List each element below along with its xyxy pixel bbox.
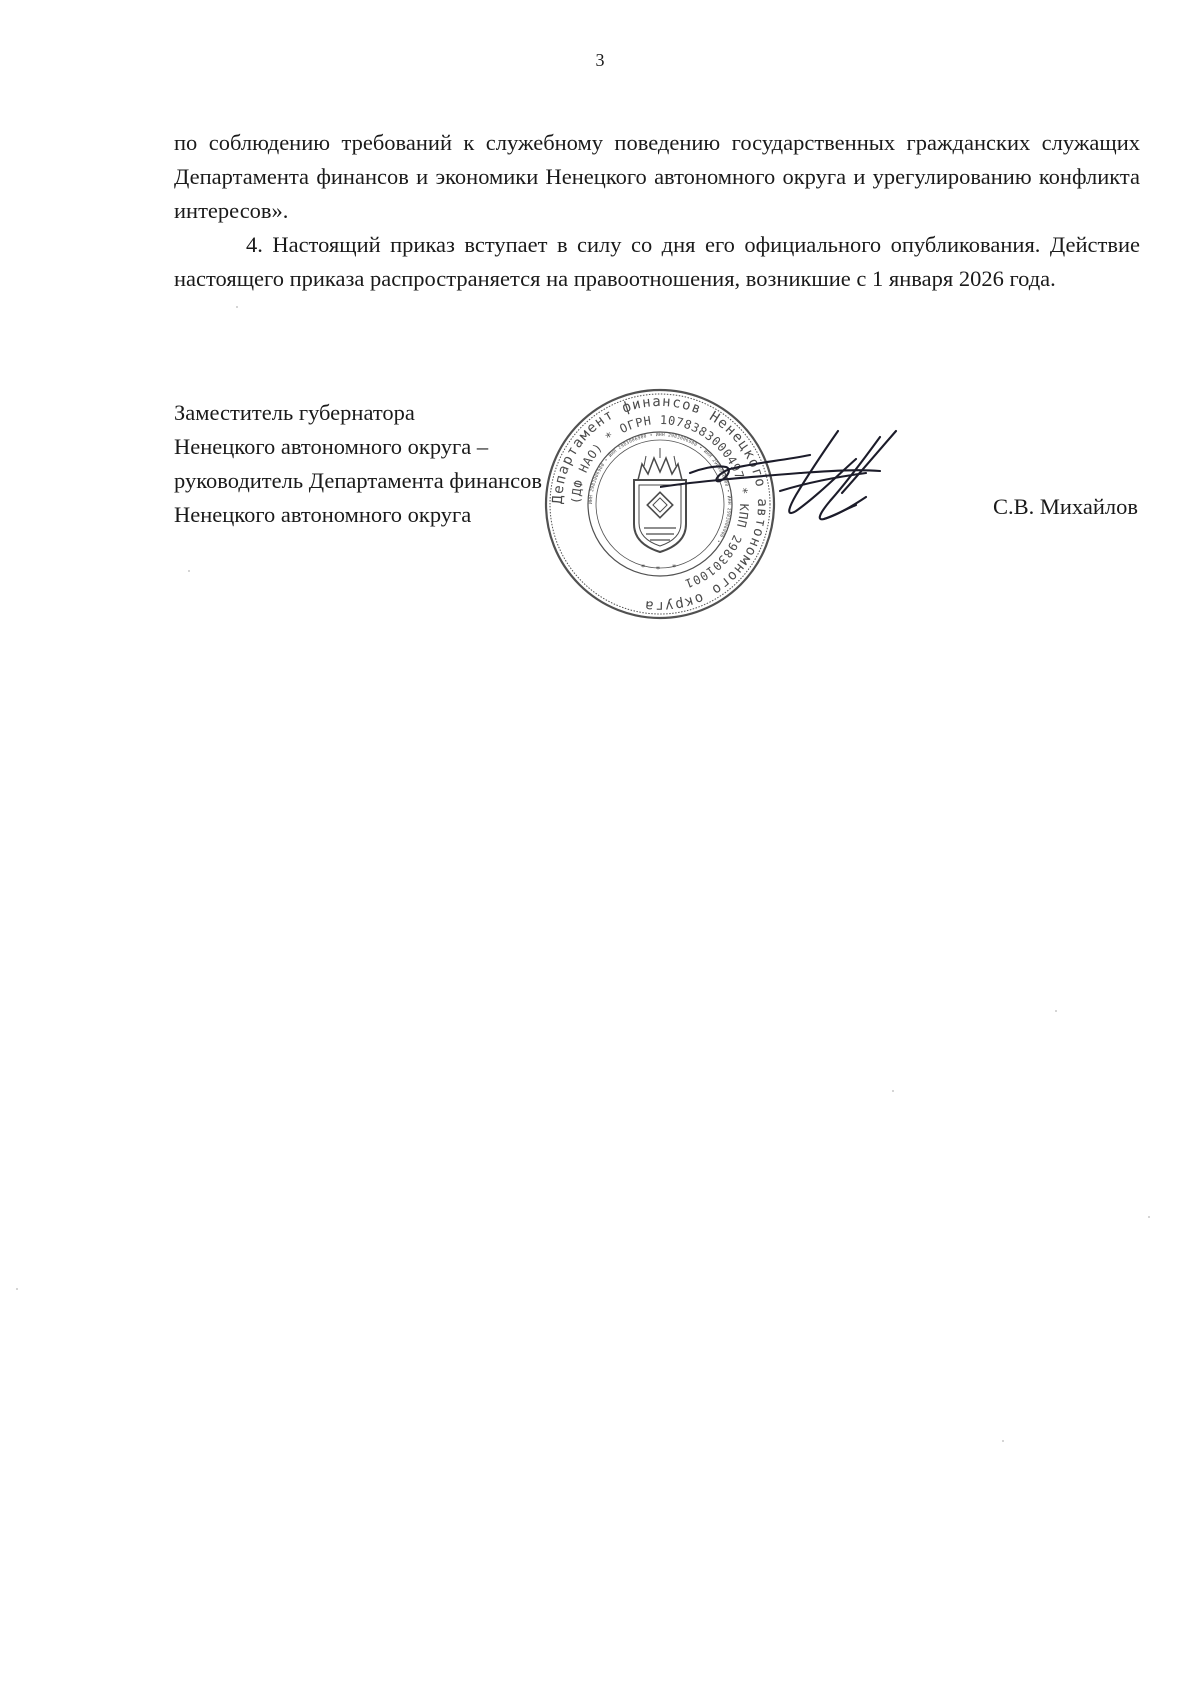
position-line: Заместитель губернатора [174, 400, 415, 425]
paragraph-continuation: по соблюдению требований к служебному поведению государственных гражданских служащих Департамента финансов и экономики Ненецкого автономного округа и урегулированию конфликта интересов». [174, 130, 1140, 223]
position-line: Ненецкого автономного округа [174, 502, 472, 527]
scan-speck [188, 570, 190, 572]
signatory-position [174, 396, 542, 532]
scan-speck [1055, 1010, 1057, 1012]
signatory-name: С.В. Михайлов [992, 494, 1138, 519]
stamp-star-icon: * [672, 563, 676, 572]
stamp-microtext: ИНН 2983006900 • ИНН 2983006900 • ИНН 2983006900 • ИНН 2983006900 • ИНН 2983006900 • [588, 432, 732, 544]
position-line: Ненецкого автономного округа – [174, 434, 489, 459]
document-body [174, 126, 1140, 296]
stamp-inner-text: (ДФ НАО) * ОГРН 1078383000497 * КПП 298301001 [568, 412, 752, 591]
stamp-star-icon: * [656, 565, 660, 574]
scan-speck [1148, 1216, 1150, 1218]
page-number: 3 [595, 50, 605, 70]
stamp-outer-text: Департамент финансов Ненецкого автономного округа [549, 393, 771, 615]
handwritten-signature [660, 425, 960, 555]
scan-speck [892, 1090, 894, 1092]
position-line: руководитель Департамента финансов [174, 468, 542, 493]
scan-speck [236, 306, 238, 308]
stamp-star-icon: * [641, 563, 645, 572]
paragraph-item-4: 4. Настоящий приказ вступает в силу со дня его официального опубликования. Действие настоящего приказа распространяется на правоотношения, возникшие с 1 января 2026 года. [174, 232, 1140, 291]
scan-speck [1002, 1440, 1004, 1442]
scan-speck [16, 1288, 18, 1290]
